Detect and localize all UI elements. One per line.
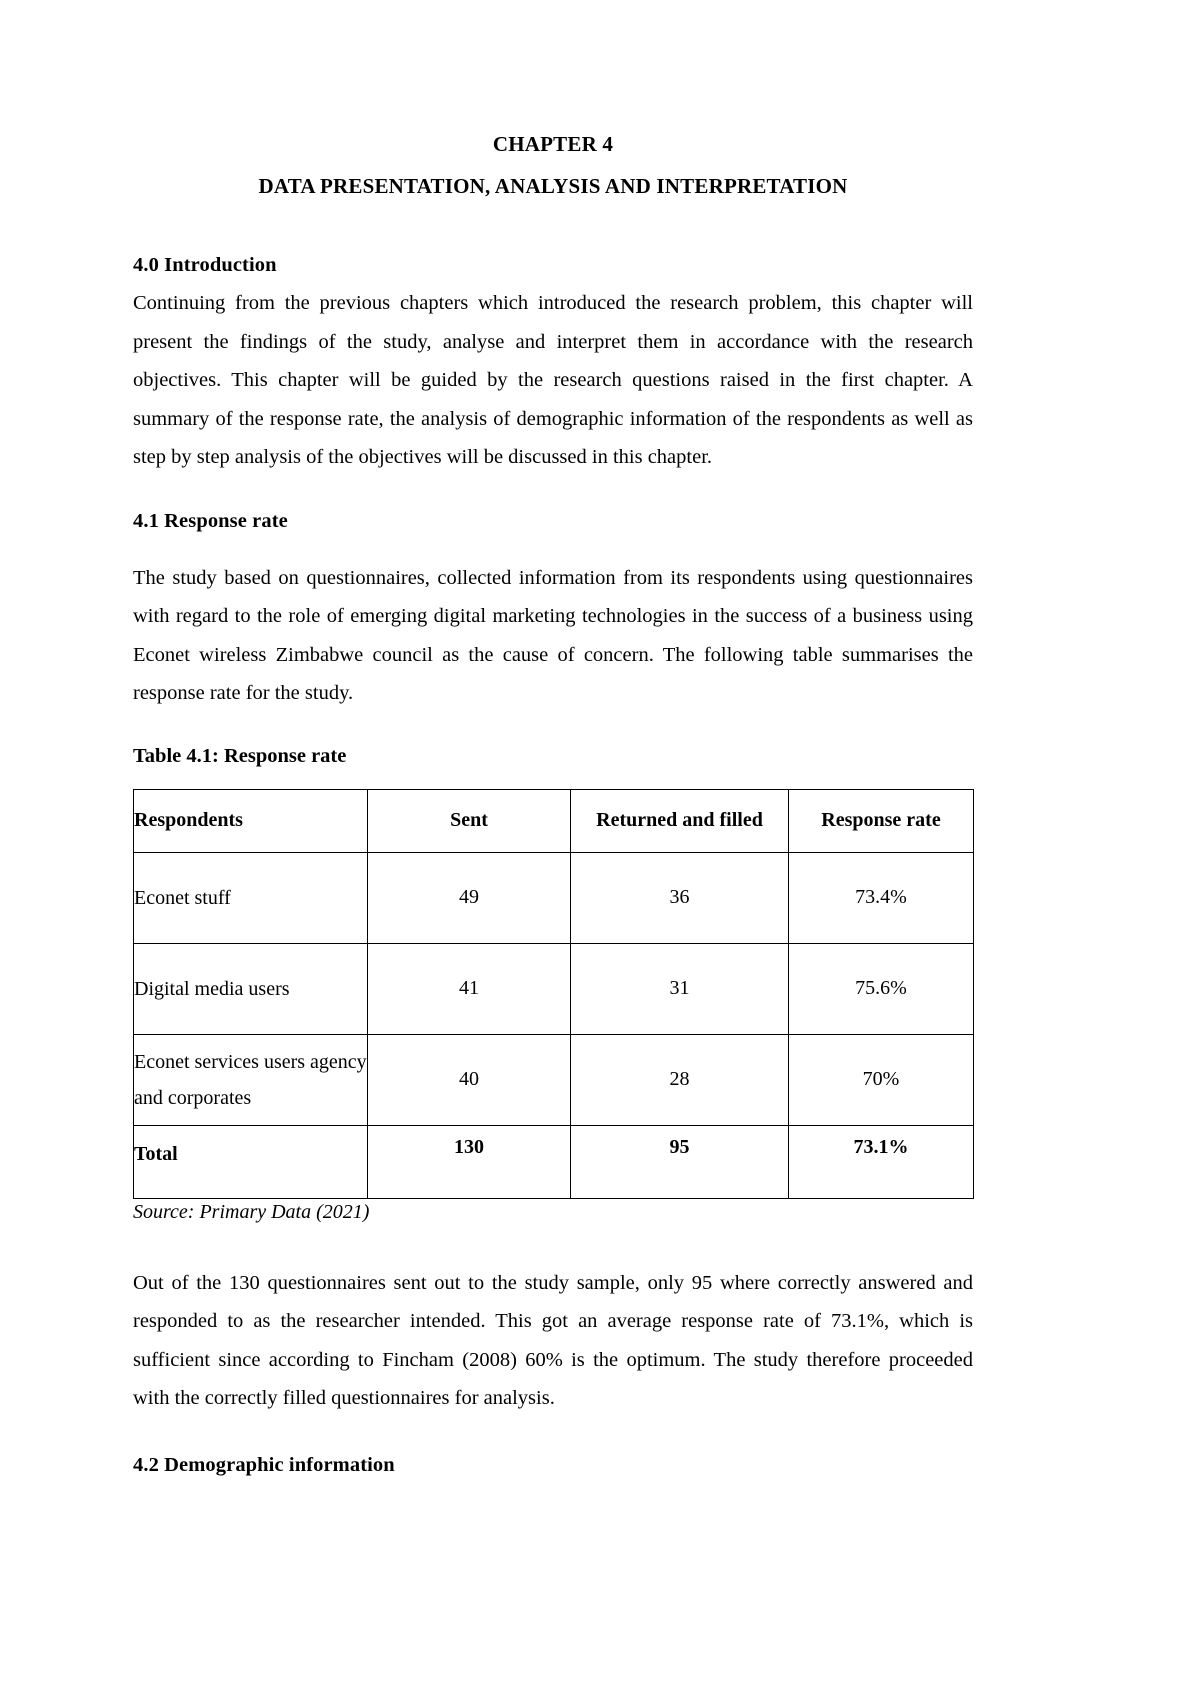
column-header-respondents: Respondents bbox=[134, 789, 368, 852]
cell-total-response-rate: 73.1% bbox=[789, 1125, 974, 1198]
table-total-row bbox=[134, 1125, 974, 1198]
table-row bbox=[134, 852, 974, 943]
cell-response-rate: 70% bbox=[789, 1034, 974, 1125]
cell-respondents: Econet services users agency and corporates bbox=[134, 1034, 368, 1125]
cell-sent: 49 bbox=[368, 852, 571, 943]
response-rate-table bbox=[133, 789, 974, 1199]
table-caption: Table 4.1: Response rate bbox=[133, 744, 347, 767]
section-heading-introduction: 4.0 Introduction bbox=[133, 254, 277, 276]
page-content bbox=[133, 0, 973, 1477]
cell-response-rate: 73.4% bbox=[789, 852, 974, 943]
cell-total-label: Total bbox=[134, 1125, 368, 1198]
paragraph-response-rate-analysis: Out of the 130 questionnaires sent out to the study sample, only 95 where correctly answered and responded to as the researcher intended. This got an average response rate of 73.1%, which is sufficient since according to Fincham (2008) 60% is the optimum. The study therefore proceeded with the correctly filled questionnaires for analysis. bbox=[133, 1271, 973, 1409]
chapter-subject-heading: DATA PRESENTATION, ANALYSIS AND INTERPRETATION bbox=[258, 174, 848, 198]
cell-total-sent: 130 bbox=[368, 1125, 571, 1198]
cell-sent: 41 bbox=[368, 943, 571, 1034]
cell-returned: 36 bbox=[571, 852, 789, 943]
cell-respondents: Digital media users bbox=[134, 943, 368, 1034]
paragraph-introduction: Continuing from the previous chapters which introduced the research problem, this chapter will present the findings of the study, analyse and interpret them in accordance with the research objectives. This chapter will be guided by the research questions raised in the first chapter. A summary of the response rate, the analysis of demographic information of the respondents as well as step by step analysis of the objectives will be discussed in this chapter. bbox=[133, 292, 973, 468]
cell-total-returned: 95 bbox=[571, 1125, 789, 1198]
column-header-returned-and-filled: Returned and filled bbox=[571, 789, 789, 852]
cell-response-rate: 75.6% bbox=[789, 943, 974, 1034]
paragraph-response-rate: The study based on questionnaires, collected information from its respondents using questionnaires with regard to the role of emerging digital marketing technologies in the success of a business using Econet wireless Zimbabwe council as the cause of concern. The following table summarises the response rate for the study. bbox=[133, 566, 973, 704]
cell-returned: 28 bbox=[571, 1034, 789, 1125]
cell-returned: 31 bbox=[571, 943, 789, 1034]
cell-respondents: Econet stuff bbox=[134, 852, 368, 943]
column-header-response-rate: Response rate bbox=[789, 789, 974, 852]
cell-sent: 40 bbox=[368, 1034, 571, 1125]
table-source-note: Source: Primary Data (2021) bbox=[133, 1200, 370, 1223]
table-header-row bbox=[134, 789, 974, 852]
table-row bbox=[134, 1034, 974, 1125]
chapter-heading: CHAPTER 4 bbox=[492, 132, 614, 156]
table-row bbox=[134, 943, 974, 1034]
section-heading-response-rate: 4.1 Response rate bbox=[133, 509, 288, 532]
section-heading-demographic-information: 4.2 Demographic information bbox=[133, 1453, 395, 1476]
column-header-sent: Sent bbox=[368, 789, 571, 852]
